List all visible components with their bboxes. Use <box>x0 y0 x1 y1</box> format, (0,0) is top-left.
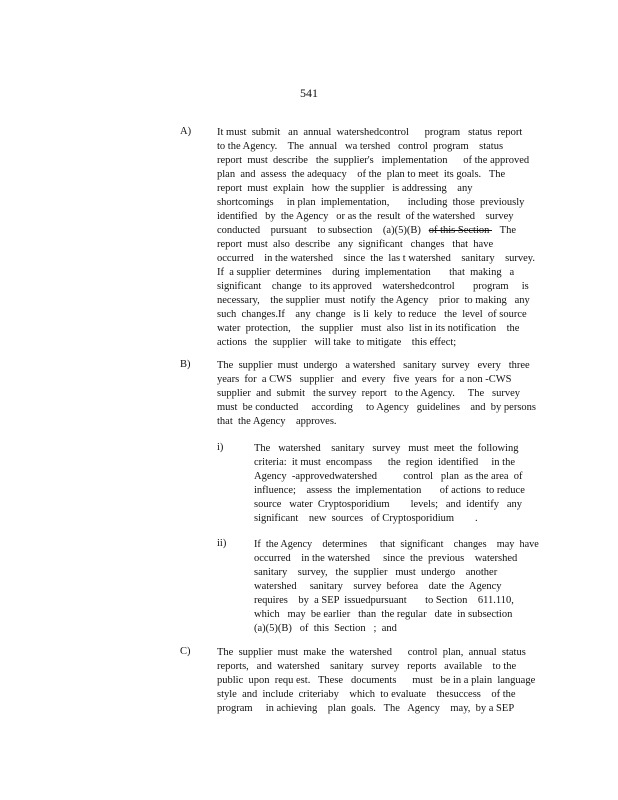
item-b-line: must be conducted according to Agency guidelines and by persons <box>217 402 537 413</box>
item-a-line: necessary, the supplier must notify the Agency prior to making any <box>217 295 530 306</box>
item-a-line: water protection, the supplier must also list in its notification the <box>217 323 520 334</box>
subitem-i-line: significant new sources of Cryptosporidium . <box>254 513 478 524</box>
item-label: C) <box>180 646 191 657</box>
item-b-line: The supplier must undergo a watershed sanitary survey every three <box>217 360 530 371</box>
subitem-i-line: Agency -approvedwatershed control plan as the area of <box>254 471 523 482</box>
subitem-ii-line: occurred in the watershed since the previous watershed <box>254 553 518 564</box>
item-c-line: The supplier must make the watershed control plan, annual status <box>217 647 526 658</box>
item-a-line: occurred in the watershed since the las t watershed sanitary survey. <box>217 253 536 264</box>
subitem-label: i) <box>217 442 224 453</box>
subitem-ii-line: watershed sanitary survey beforea date the Agency <box>254 581 502 592</box>
subitem-ii-line: which may be earlier than the regular date in subsection <box>254 609 513 620</box>
item-a-line: plan and assess the adequacy of the plan to meet its goals. The <box>217 169 506 180</box>
item-b-line: supplier and submit the survey report to the Agency. The survey <box>217 388 520 399</box>
item-a-line: actions the supplier will take to mitigate this effect; <box>217 337 457 348</box>
item-a-line: If a supplier determines during implementation that making a <box>217 267 515 278</box>
item-a-line: report must describe the supplier's implementation of the approved <box>217 155 530 166</box>
item-b-line: that the Agency approves. <box>217 416 337 427</box>
subitem-i-line: The watershed sanitary survey must meet the following <box>254 443 519 454</box>
item-label: A) <box>180 126 192 137</box>
subitem-i-line: source water Cryptosporidium levels; and identify any <box>254 499 522 510</box>
subitem-ii-line: sanitary survey, the supplier must undergo another <box>254 567 498 578</box>
item-c-line: program in achieving plan goals. The Agency may, by a SEP <box>217 703 515 714</box>
subitem-ii-line: (a)(5)(B) of this Section ; and <box>254 623 397 634</box>
item-c-line: style and include criteriaby which to evaluate thesuccess of the <box>217 689 516 700</box>
page-number: 541 <box>300 86 318 100</box>
item-a-line: It must submit an annual watershedcontrol program status report <box>217 127 523 138</box>
item-a-line: shortcomings in plan implementation, including those previously <box>217 197 525 208</box>
item-c-line: public upon requ est. These documents must be in a plain language <box>217 675 536 686</box>
item-a-line: significant change to its approved watershedcontrol program is <box>217 281 529 292</box>
subitem-i-line: influence; assess the implementation of actions to reduce <box>254 485 525 496</box>
subitem-ii-line: If the Agency determines that significant changes may have <box>254 539 539 550</box>
item-a-line: report must also describe any significant changes that have <box>217 239 494 250</box>
item-a-line: identified by the Agency or as the result of the watershed survey <box>217 211 514 222</box>
item-b-line: years for a CWS supplier and every five years for a non -CWS <box>217 374 512 385</box>
subitem-i-line: criteria: it must encompass the region identified in the <box>254 457 515 468</box>
item-label: B) <box>180 359 191 370</box>
item-a-line: conducted pursuant to subsection (a)(5)(B) of this Section The <box>217 225 517 236</box>
subitem-ii-line: requires by a SEP issuedpursuant to Section 611.110, <box>254 595 514 606</box>
item-c-line: reports, and watershed sanitary survey reports available to the <box>217 661 517 672</box>
item-a-line: report must explain how the supplier is addressing any <box>217 183 473 194</box>
item-a-line: such changes.If any change is li kely to reduce the level of source <box>217 309 527 320</box>
item-a-line: to the Agency. The annual wa tershed control program status <box>217 141 504 152</box>
deleted-text: of this Section <box>428 225 492 236</box>
subitem-label: ii) <box>217 538 227 549</box>
